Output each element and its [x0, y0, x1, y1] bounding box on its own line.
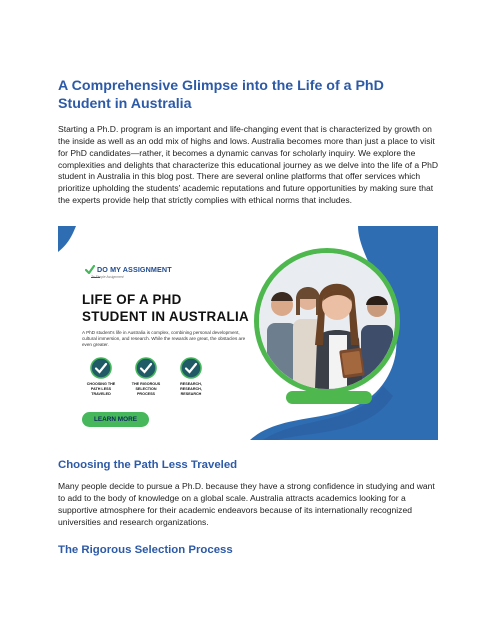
feature-label: RESEARCH, RESEARCH, RESEARCH: [180, 382, 202, 396]
students-illustration: [259, 253, 395, 389]
article-title: A Comprehensive Glimpse into the Life of a PhD Student in Australia: [58, 78, 384, 112]
brand-name: DO MY ASSIGNMENT: [97, 265, 172, 274]
promo-banner-image: [58, 226, 438, 440]
feature-item: [123, 357, 169, 397]
section-paragraph-choosing-path: Many people decide to pursue a Ph.D. because they have a strong confidence in studying and want to add to the body of knowledge on a global scale. Australia attracts academics looking for a supportive atmosphere for their academic endeavors because of its internationally recognized universities and research organizations.: [58, 481, 435, 527]
brand-tagline: To Simple Assignment: [91, 275, 124, 279]
section-heading-choosing-path: Choosing the Path Less Traveled: [58, 459, 238, 471]
check-circle-icon: [135, 357, 157, 379]
learn-more-button[interactable]: LEARN MORE: [82, 412, 149, 427]
feature-list: [78, 357, 218, 405]
banner-title-line-1: LIFE OF A PHD: [82, 292, 182, 307]
banner-title-line-2: STUDENT IN AUSTRALIA: [82, 308, 249, 324]
section-heading-selection-process: The Rigorous Selection Process: [58, 544, 233, 556]
check-circle-icon: [180, 357, 202, 379]
feature-label: THE RIGOROUS SELECTION PROCESS: [131, 382, 161, 396]
students-photo: [254, 248, 400, 394]
intro-paragraph: Starting a Ph.D. program is an important and life-changing event that is characterized by growth on the inside as well as an odd mix of highs and lows. Australia becomes more than just a place to visit for PhD candidates—rather, it becomes a dynamic canvas for scholarly inquiry. We explore the complexities and delights that characterize this educational journey as we delve into the life of a PhD student in Australia in this blog post. There are several online platforms that offer services which prioritize upholding the students' academic reputations and future opportunities by making sure that the experts provide help that strictly complies with ethical norms that includes.: [58, 124, 439, 206]
check-icon: [85, 265, 95, 274]
feature-item: [78, 357, 124, 397]
banner-description: A PhD student's life in Australia is complex, combining personal development, cultural immersion, and research. While the rewards are great, the obstacles are even greater.: [82, 330, 246, 348]
banner-title: [82, 292, 272, 325]
check-circle-icon: [90, 357, 112, 379]
feature-label: CHOOSING THE PATH LESS TRAVELED: [86, 382, 116, 396]
feature-item: [168, 357, 214, 397]
brand-logo: [85, 265, 172, 274]
